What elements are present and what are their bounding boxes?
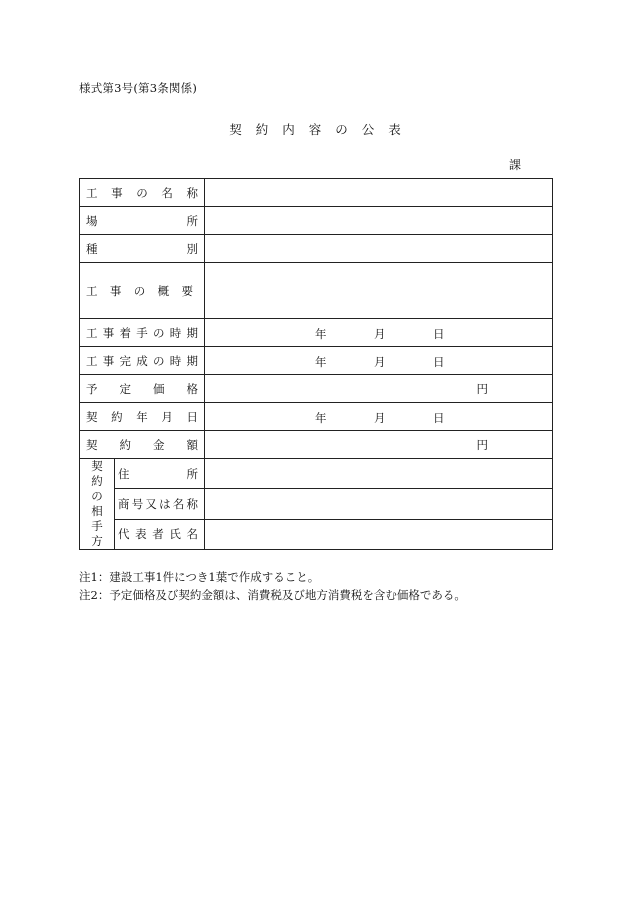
- title-char: 容: [308, 122, 322, 137]
- month-unit: 月: [374, 326, 386, 341]
- yen-unit: 円: [476, 381, 488, 396]
- label-party-trade-name: 商 号 又 は 名 称: [115, 489, 205, 519]
- label-start-period: 工 事 着 手 の 時 期: [80, 319, 205, 347]
- label-type: 種 別: [80, 235, 205, 263]
- row-party-address: [80, 459, 553, 489]
- label-contract-party: 契 約 の 相 手 方: [80, 459, 115, 550]
- value-party-trade-name[interactable]: [205, 489, 553, 519]
- value-type[interactable]: [205, 235, 553, 263]
- form-number: 様式第3号(第3条関係): [79, 81, 198, 95]
- title-char: 内: [282, 122, 295, 137]
- row-work-name: [80, 179, 553, 207]
- row-completion-period: [80, 347, 553, 375]
- year-unit: 年: [315, 410, 327, 425]
- row-party-representative: [80, 519, 553, 549]
- year-unit: 年: [315, 326, 327, 341]
- label-contract-amount: 契 約 金 額: [80, 431, 205, 459]
- day-unit: 日: [433, 326, 445, 341]
- label-completion-period: 工 事 完 成 の 時 期: [80, 347, 205, 375]
- value-planned-price[interactable]: [205, 375, 553, 403]
- title-char: 公: [361, 122, 375, 137]
- value-contract-date[interactable]: [205, 403, 553, 431]
- note-2: 注2：予定価格及び契約金額は、消費税及び地方消費税を含む価格である。: [79, 588, 466, 602]
- year-unit: 年: [315, 354, 327, 369]
- value-start-period[interactable]: [205, 319, 553, 347]
- row-overview: [80, 263, 553, 319]
- row-start-period: [80, 319, 553, 347]
- value-completion-period[interactable]: [205, 347, 553, 375]
- title-char: 約: [255, 122, 269, 137]
- title-char: 表: [388, 122, 401, 137]
- note-1: 注1：建設工事1件につき1葉で作成すること。: [79, 570, 320, 584]
- row-party-trade-name: [80, 489, 553, 519]
- document-title: [0, 120, 630, 138]
- section-label: 課: [508, 158, 521, 172]
- title-char: の: [335, 122, 348, 137]
- row-location: [80, 207, 553, 235]
- value-party-representative[interactable]: [205, 519, 553, 549]
- label-party-representative: 代 表 者 氏 名: [115, 519, 205, 549]
- label-party-address: 住 所: [115, 459, 205, 489]
- contract-form-table: [79, 178, 553, 550]
- label-contract-date: 契 約 年 月 日: [80, 403, 205, 431]
- month-unit: 月: [374, 354, 386, 369]
- label-work-name: 工 事 の 名 称: [80, 179, 205, 207]
- yen-unit: 円: [476, 437, 488, 452]
- label-location: 場 所: [80, 207, 205, 235]
- value-overview[interactable]: [205, 263, 553, 319]
- label-overview: 工 事 の 概 要: [80, 263, 205, 319]
- day-unit: 日: [433, 410, 445, 425]
- day-unit: 日: [433, 354, 445, 369]
- row-contract-amount: [80, 431, 553, 459]
- month-unit: 月: [374, 410, 386, 425]
- row-contract-date: [80, 403, 553, 431]
- value-work-name[interactable]: [205, 179, 553, 207]
- row-planned-price: [80, 375, 553, 403]
- value-location[interactable]: [205, 207, 553, 235]
- notes: [79, 568, 466, 604]
- value-party-address[interactable]: [205, 459, 553, 489]
- title-char: 契: [229, 122, 242, 137]
- label-planned-price: 予 定 価 格: [80, 375, 205, 403]
- value-contract-amount[interactable]: [205, 431, 553, 459]
- row-type: [80, 235, 553, 263]
